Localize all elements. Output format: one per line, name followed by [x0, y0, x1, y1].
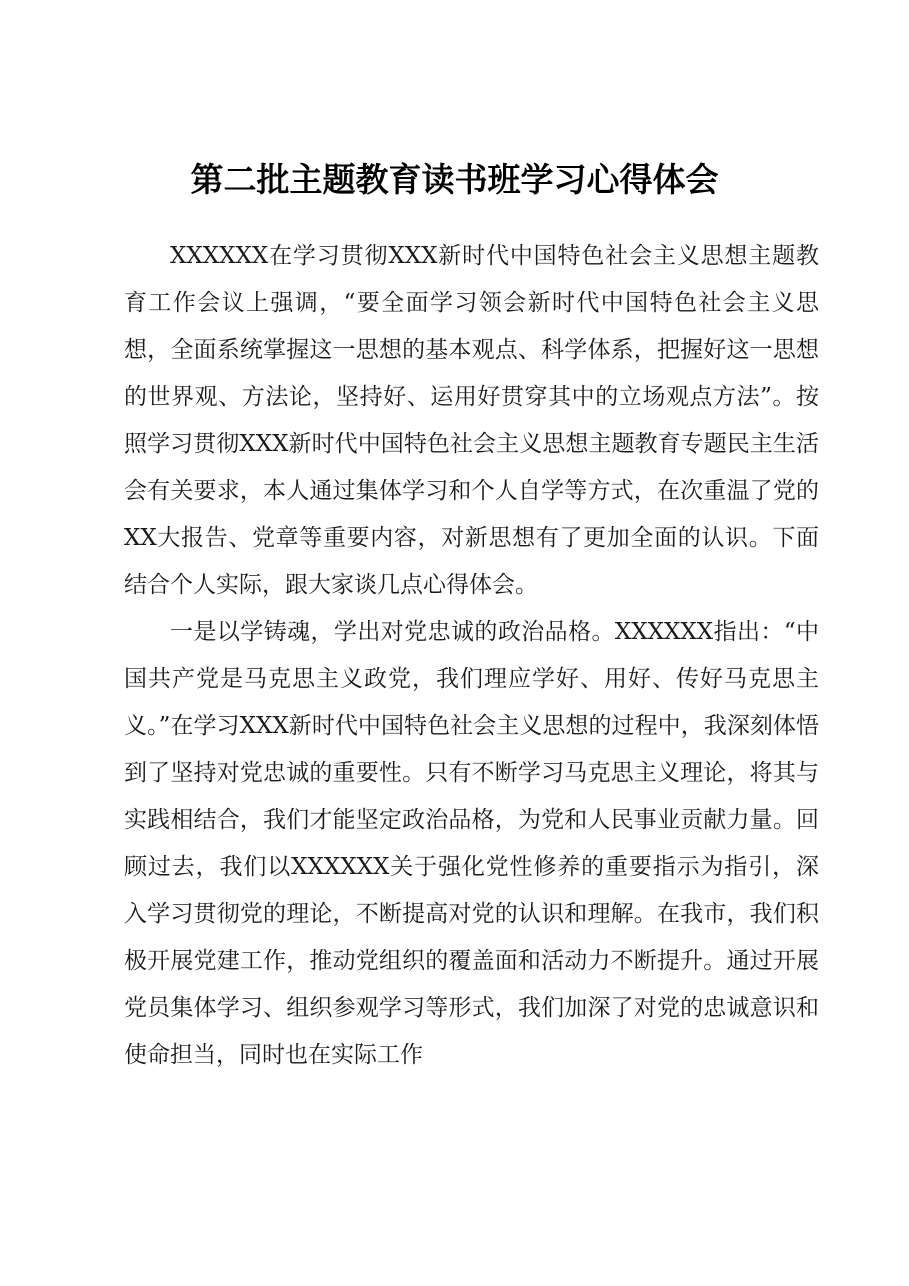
paragraph-point-one: 一是以学铸魂，学出对党忠诚的政治品格。XXXXXX指出：“中国共产党是马克思主义政党，我们理应学好、用好、传好马克思主义。”在学习XXX新时代中国特色社会主义思想的过程中，我深刻体悟到了坚持对党忠诚的重要性。只有不断学习马克思主义理论，将其与实践相结合，我们才能坚定政治品格，为党和人民事业贡献力量。回顾过去，我们以XXXXXX关于强化党性修养的重要指示为指引，深入学习贯彻党的理论，不断提高对党的认识和理解。在我市，我们积极开展党建工作，推动党组织的覆盖面和活动力不断提升。通过开展党员集体学习、组织参观学习等形式，我们加深了对党的忠诚意识和使命担当，同时也在实际工作 — [124, 619, 819, 1068]
document-title: 第二批主题教育读书班学习心得体会 — [190, 160, 719, 199]
paragraph-intro: XXXXXX在学习贯彻XXX新时代中国特色社会主义思想主题教育工作会议上强调，“要全面学习领会新时代中国特色社会主义思想，全面系统掌握这一思想的基本观点、科学体系，把握好这一思想的世界观、方法论，坚持好、运用好贯穿其中的立场观点方法”。按照学习贯彻XXX新时代中国特色社会主义思想主题教育专题民主生活会有关要求，本人通过集体学习和个人自学等方式，在次重温了党的XX大报告、党章等重要内容，对新思想有了更加全面的认识。下面结合个人实际，跟大家谈几点心得体会。 — [124, 243, 819, 598]
document-body — [124, 233, 819, 1079]
